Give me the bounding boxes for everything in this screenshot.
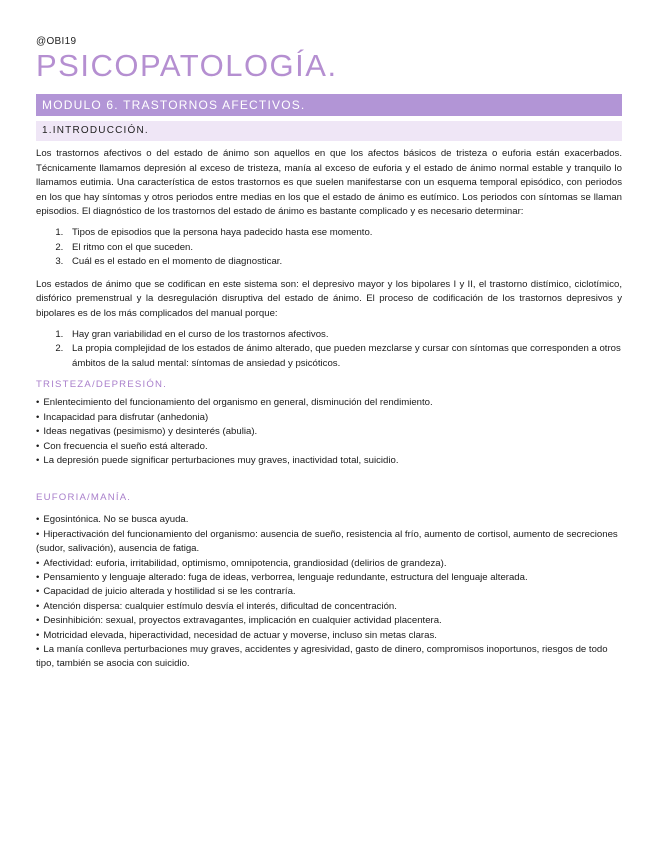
list-item: 2. La propia complejidad de los estados de ánimo alterado, que pueden mezclarse y cursar con síntomas que corresponden a otros ámbitos de la salud mental: síntomas de ansiedad y psicóticos. — [66, 342, 622, 371]
section-heading-introduccion: 1.INTRODUCCIÓN. — [36, 121, 622, 141]
list-item — [36, 513, 622, 527]
list-item-text: Capacidad de juicio alterada y hostilidad si se les contraría. — [43, 586, 296, 598]
list-item — [36, 643, 622, 672]
bullet-icon: • — [36, 644, 40, 655]
euforia-list — [36, 513, 622, 671]
list-item — [36, 454, 622, 468]
list-item-text: Con frecuencia el sueño está alterado. — [43, 440, 208, 452]
bullet-icon: • — [36, 454, 40, 466]
document-page — [36, 36, 622, 672]
list-item — [36, 571, 622, 585]
bullet-icon: • — [36, 571, 40, 583]
author-handle: @OBI19 — [36, 36, 77, 47]
determine-list — [36, 226, 622, 270]
bullet-icon: • — [36, 528, 40, 540]
list-item-text: Enlentecimiento del funcionamiento del organismo en general, disminución del rendimiento. — [43, 397, 433, 409]
list-item — [36, 425, 622, 439]
list-item-text: Afectividad: euforia, irritabilidad, optimismo, omnipotencia, grandiosidad (delirios de grandeza). — [43, 557, 447, 569]
bullet-icon: • — [36, 586, 40, 598]
list-item: 1. Hay gran variabilidad en el curso de los trastornos afectivos. — [66, 328, 622, 343]
list-item-text: La manía conlleva perturbaciones muy graves, accidentes y agresividad, gasto de dinero, compromisos inoportunos, riesgos de todo tipo, también se asocia con suicidio. — [36, 644, 608, 670]
list-item — [36, 528, 622, 557]
list-item-text: Hiperactivación del funcionamiento del organismo: ausencia de sueño, resistencia al frío, aumento de cortisol, aumento de secreciones (sudor, salivación), ausencia de fatiga. — [36, 528, 618, 555]
bullet-icon: • — [36, 600, 40, 612]
codified-paragraph: Los estados de ánimo que se codifican en este sistema son: el depresivo mayor y los bipolares I y II, el trastorno distímico, ciclotímico, disfórico premenstrual y la desregulación disruptiva del estado de ánimo. El proceso de codificación de los trastornos depresivos y bipolares es de los más complicados del manual porque: — [36, 278, 622, 319]
list-item — [36, 440, 622, 454]
list-item-text: Ideas negativas (pesimismo) y desinterés (abulia). — [43, 426, 258, 438]
list-item — [36, 411, 622, 425]
bullet-icon: • — [36, 615, 40, 627]
subheading-tristeza: TRISTEZA/DEPRESIÓN. — [36, 379, 168, 391]
list-item — [36, 614, 622, 628]
list-item-text: Motricidad elevada, hiperactividad, necesidad de actuar y moverse, incluso sin metas claras. — [43, 629, 437, 641]
list-item — [36, 557, 622, 571]
list-item-text: Desinhibición: sexual, proyectos extravagantes, implicación en cualquier actividad placentera. — [43, 615, 442, 627]
page-title: PSICOPATOLOGÍA. — [36, 48, 338, 83]
list-item-text: Pensamiento y lenguaje alterado: fuga de ideas, verborrea, lenguaje redundante, estructura del lenguaje alterada. — [43, 571, 528, 583]
intro-paragraph: Los trastornos afectivos o del estado de ánimo son aquellos en que los afectos básicos de tristeza o euforia están exacerbados. Técnicamente llamamos depresión al exceso de tristeza, manía al exceso de euforia y el estado de ánimo normal estable y tranquilo lo llamamos eutimia. Una característica de estos trastornos es que suelen manifestarse con un esquema temporal episódico, con periodos en los que hay síntomas y otros periodos entre medias en los que el estado de ánimo es eutímico. Los periodos con síntomas se llaman episodios. El diagnóstico de los trastornos del estado de ánimo es bastante complicado y es necesario determinar: — [36, 148, 622, 218]
list-item-text: La depresión puede significar perturbaciones muy graves, inactividad total, suicidio. — [43, 454, 399, 466]
list-item — [36, 585, 622, 599]
module-heading: MODULO 6. TRASTORNOS AFECTIVOS. — [36, 94, 622, 116]
bullet-icon: • — [36, 411, 40, 423]
bullet-icon: • — [36, 514, 40, 526]
bullet-icon: • — [36, 440, 40, 452]
list-item: 2. El ritmo con el que suceden. — [66, 241, 622, 256]
list-item — [36, 396, 622, 410]
bullet-icon: • — [36, 426, 40, 438]
list-item-text: Incapacidad para disfrutar (anhedonia) — [43, 411, 209, 423]
list-item-text: Egosintónica. No se busca ayuda. — [43, 514, 189, 526]
bullet-icon: • — [36, 397, 40, 409]
reasons-list — [36, 328, 622, 372]
list-item: 1. Tipos de episodios que la persona haya padecido hasta ese momento. — [66, 226, 622, 241]
tristeza-list — [36, 396, 622, 468]
subheading-euforia: EUFORIA/MANÍA. — [36, 492, 132, 504]
list-item-text: Atención dispersa: cualquier estímulo desvía el interés, dificultad de concentración. — [43, 600, 397, 612]
bullet-icon: • — [36, 557, 40, 569]
bullet-icon: • — [36, 629, 40, 641]
list-item — [36, 629, 622, 643]
list-item: 3. Cuál es el estado en el momento de diagnosticar. — [66, 255, 622, 270]
list-item — [36, 600, 622, 614]
